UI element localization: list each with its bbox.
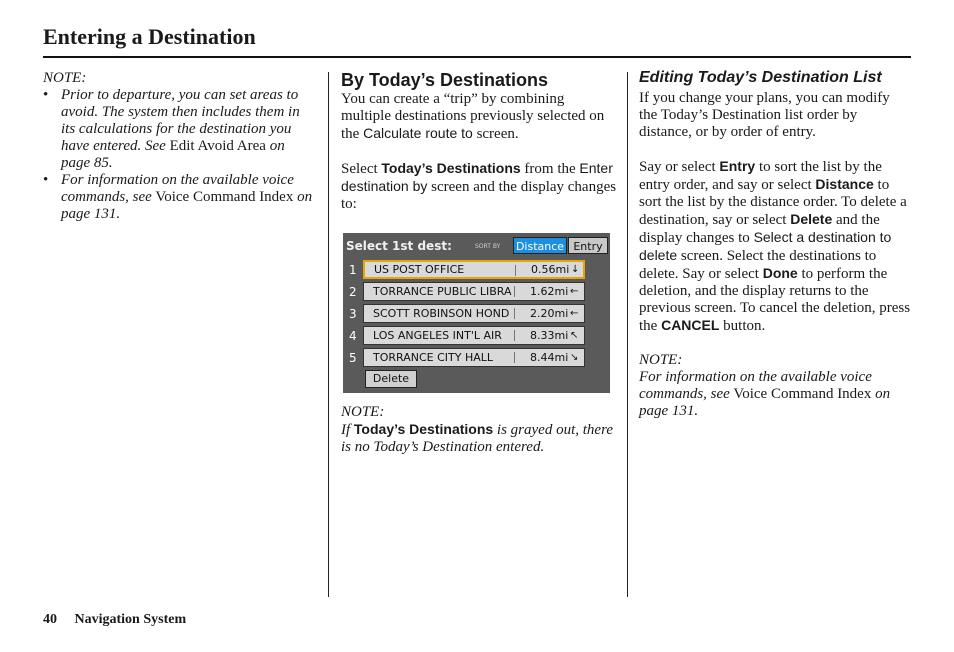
row-number: 1 (349, 263, 357, 277)
page-reference: on page 85. (61, 138, 285, 171)
direction-arrow-icon: ↓ (571, 264, 580, 275)
voice-command: Done (762, 265, 798, 281)
row-separator (514, 286, 515, 297)
destination-name: LOS ANGELES INT'L AIR (373, 329, 502, 342)
right-column (639, 69, 911, 420)
direction-arrow-icon: ↖ (570, 330, 579, 341)
screen-name: Calculate route to (363, 125, 473, 141)
row-separator (515, 265, 516, 276)
destination-row[interactable] (363, 260, 585, 279)
sort-by-label: SORT BY (475, 243, 501, 250)
paragraph-text: You can create a “trip” by combining multiple destinations previously selected on the (341, 91, 605, 142)
row-number: 2 (349, 285, 357, 299)
destination-distance: 2.20mi (530, 307, 569, 320)
direction-arrow-icon: ↘ (570, 352, 579, 363)
destination-name: US POST OFFICE (374, 263, 465, 276)
page-reference: on page 131. (61, 189, 313, 222)
section-heading: By Today’s Destinations (341, 70, 549, 90)
screen-name: Select a destination to delete (639, 229, 892, 263)
paragraph-text: screen. Select the destinations to delete. Say or select (639, 248, 877, 282)
paragraph (341, 160, 617, 213)
note-label: NOTE: (341, 404, 385, 420)
paragraph-text: to sort the list by the entry order, and say or select (639, 159, 882, 193)
note-text-part: is grayed out, there is no Today’s Destination entered. (341, 422, 614, 455)
sort-distance-button[interactable]: Distance (513, 237, 567, 254)
voice-command: Distance (815, 176, 874, 192)
cross-reference-link[interactable]: Voice Command Index (733, 386, 872, 402)
screen-name: Enter destination by (341, 160, 613, 194)
destination-name: SCOTT ROBINSON HOND (373, 307, 510, 320)
row-separator (514, 308, 515, 319)
middle-column (341, 70, 617, 213)
cross-reference-link[interactable]: Edit Avoid Area (169, 138, 266, 154)
section-subheading: Editing Today’s Destination List (639, 69, 882, 86)
destination-distance: 1.62mi (530, 285, 569, 298)
bullet-text: For information on the available voice commands, see (61, 172, 294, 205)
header-rule (43, 56, 911, 58)
paragraph (639, 158, 911, 335)
note-bullet (43, 172, 315, 223)
destination-row[interactable] (363, 326, 585, 345)
row-number: 4 (349, 329, 357, 343)
row-number: 5 (349, 351, 357, 365)
destination-row[interactable] (363, 304, 585, 323)
page-title: Entering a Destination (43, 24, 256, 49)
page-reference: on page 131. (639, 386, 891, 419)
note-label: NOTE: (43, 70, 87, 86)
footer-title: Navigation System (74, 612, 187, 627)
page-number: 40 (43, 612, 57, 627)
paragraph-text: Select (341, 161, 378, 177)
cross-reference-link[interactable]: Voice Command Index (155, 189, 294, 205)
destination-row[interactable] (363, 282, 585, 301)
nav-screen-title: Select 1st dest: (346, 239, 452, 253)
delete-button[interactable]: Delete (365, 370, 417, 388)
note-bullet (43, 87, 315, 172)
paragraph-text: to perform the deletion, and the display returns to the previous screen. To cancel the deletion, press the (639, 266, 911, 334)
paragraph (341, 91, 617, 143)
note-text (341, 421, 617, 456)
menu-item-name: Today’s Destinations (353, 421, 494, 437)
row-separator (514, 330, 515, 341)
paragraph-text: screen and the display changes to: (341, 179, 617, 212)
destination-row[interactable] (363, 348, 585, 367)
direction-arrow-icon: ← (570, 308, 579, 319)
paragraph: If you change your plans, you can modify the Today’s Destination list order by distance, or by order of entry. (639, 90, 890, 140)
bullet-text: Prior to departure, you can set areas to avoid. The system then includes them in its calculations for the destination you have entered. See (61, 87, 300, 154)
menu-item-name: Today’s Destinations (381, 160, 521, 176)
paragraph-text: Say or select (639, 159, 716, 175)
button-name: CANCEL (661, 317, 720, 333)
voice-command: Entry (719, 158, 756, 174)
column-divider-right (627, 72, 628, 597)
paragraph-text: screen. (476, 126, 519, 142)
middle-note (341, 404, 617, 456)
row-number: 3 (349, 307, 357, 321)
footer (43, 612, 186, 628)
row-separator (514, 352, 515, 363)
column-divider-left (328, 72, 329, 597)
destination-distance: 8.33mi (530, 329, 569, 342)
paragraph-text: and the display changes to (639, 212, 880, 246)
destination-distance: 0.56mi (531, 263, 570, 276)
direction-arrow-icon: ← (570, 286, 579, 297)
destination-distance: 8.44mi (530, 351, 569, 364)
left-column (43, 70, 315, 223)
nav-screen-illustration (343, 233, 610, 393)
paragraph-text: to sort the list by the distance order. To delete a destination, say or select (639, 177, 907, 228)
note-label: NOTE: (639, 352, 683, 368)
voice-command: Delete (790, 211, 833, 227)
destination-name: TORRANCE CITY HALL (373, 351, 494, 364)
sort-entry-button[interactable]: Entry (568, 237, 608, 254)
note-text-part: If (341, 422, 351, 438)
note-text (639, 369, 911, 420)
paragraph-text: from the (524, 161, 576, 177)
paragraph-text: button. (723, 318, 766, 334)
bullet-dot: • (43, 172, 49, 188)
bullet-dot: • (43, 87, 49, 103)
note-text-part: For information on the available voice commands, see (639, 369, 872, 402)
destination-name: TORRANCE PUBLIC LIBRA (373, 285, 512, 298)
